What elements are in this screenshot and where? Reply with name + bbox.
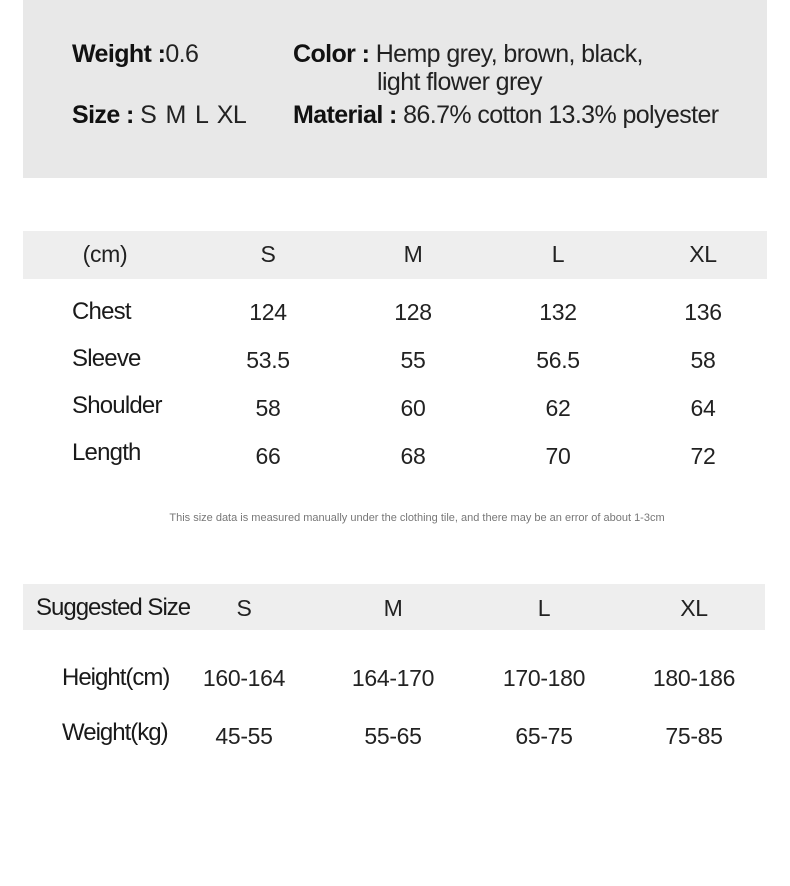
table-cell: 58 bbox=[255, 395, 281, 421]
row-label-shoulder: Shoulder bbox=[72, 392, 162, 419]
table-cell: 65-75 bbox=[515, 723, 573, 749]
suggested-size-l: L bbox=[537, 595, 551, 621]
table-cell: 56.5 bbox=[536, 347, 580, 373]
table-cell: 53.5 bbox=[246, 347, 290, 373]
row-label-weight: Weight(kg) bbox=[62, 719, 168, 746]
table-cell: 164-170 bbox=[351, 665, 435, 691]
row-label-sleeve: Sleeve bbox=[72, 345, 141, 372]
measurement-note: This size data is measured manually under the clothing tile, and there may be an error of about 1-3cm bbox=[169, 512, 665, 524]
size-header-s: S bbox=[260, 241, 276, 267]
color-value-line1: Hemp grey, brown, black, bbox=[375, 40, 643, 68]
table-cell: 60 bbox=[400, 395, 426, 421]
row-label-length: Length bbox=[72, 439, 141, 466]
size-info bbox=[72, 101, 246, 129]
color-info-continued bbox=[377, 68, 542, 96]
suggested-size-m: M bbox=[383, 595, 403, 621]
color-info bbox=[293, 40, 643, 68]
weight-label: Weight : bbox=[72, 40, 166, 68]
table-cell: 160-164 bbox=[202, 665, 286, 691]
table-cell: 124 bbox=[249, 299, 287, 325]
size-label: Size : bbox=[72, 101, 134, 129]
table-cell: 58 bbox=[690, 347, 716, 373]
suggested-size-xl: XL bbox=[680, 595, 708, 621]
color-value-line2: light flower grey bbox=[377, 68, 542, 96]
size-header-l: L bbox=[551, 241, 565, 267]
row-label-height: Height(cm) bbox=[62, 664, 170, 691]
unit-header: (cm) bbox=[82, 241, 128, 267]
table-cell: 70 bbox=[545, 443, 571, 469]
table-cell: 55-65 bbox=[364, 723, 422, 749]
table-cell: 64 bbox=[690, 395, 716, 421]
table-cell: 132 bbox=[539, 299, 577, 325]
table-cell: 45-55 bbox=[215, 723, 273, 749]
product-info-panel bbox=[23, 0, 767, 178]
table-cell: 68 bbox=[400, 443, 426, 469]
material-info bbox=[293, 101, 718, 129]
table-cell: 66 bbox=[255, 443, 281, 469]
table-cell: 170-180 bbox=[502, 665, 586, 691]
table-cell: 72 bbox=[690, 443, 716, 469]
measurement-table-header bbox=[23, 231, 767, 279]
row-label-chest: Chest bbox=[72, 298, 131, 325]
table-cell: 128 bbox=[394, 299, 432, 325]
weight-info bbox=[72, 40, 198, 68]
color-label: Color : bbox=[293, 40, 370, 68]
table-cell: 180-186 bbox=[652, 665, 736, 691]
weight-value: 0.6 bbox=[165, 40, 199, 68]
size-value: S M L XL bbox=[140, 101, 247, 129]
size-header-m: M bbox=[403, 241, 423, 267]
table-cell: 75-85 bbox=[665, 723, 723, 749]
suggested-size-s: S bbox=[236, 595, 252, 621]
table-cell: 62 bbox=[545, 395, 571, 421]
material-label: Material : bbox=[293, 101, 397, 129]
table-cell: 136 bbox=[684, 299, 722, 325]
material-value: 86.7% cotton 13.3% polyester bbox=[403, 101, 719, 129]
table-cell: 55 bbox=[400, 347, 426, 373]
suggested-size-header: Suggested Size bbox=[36, 594, 191, 621]
size-header-xl: XL bbox=[689, 241, 717, 267]
